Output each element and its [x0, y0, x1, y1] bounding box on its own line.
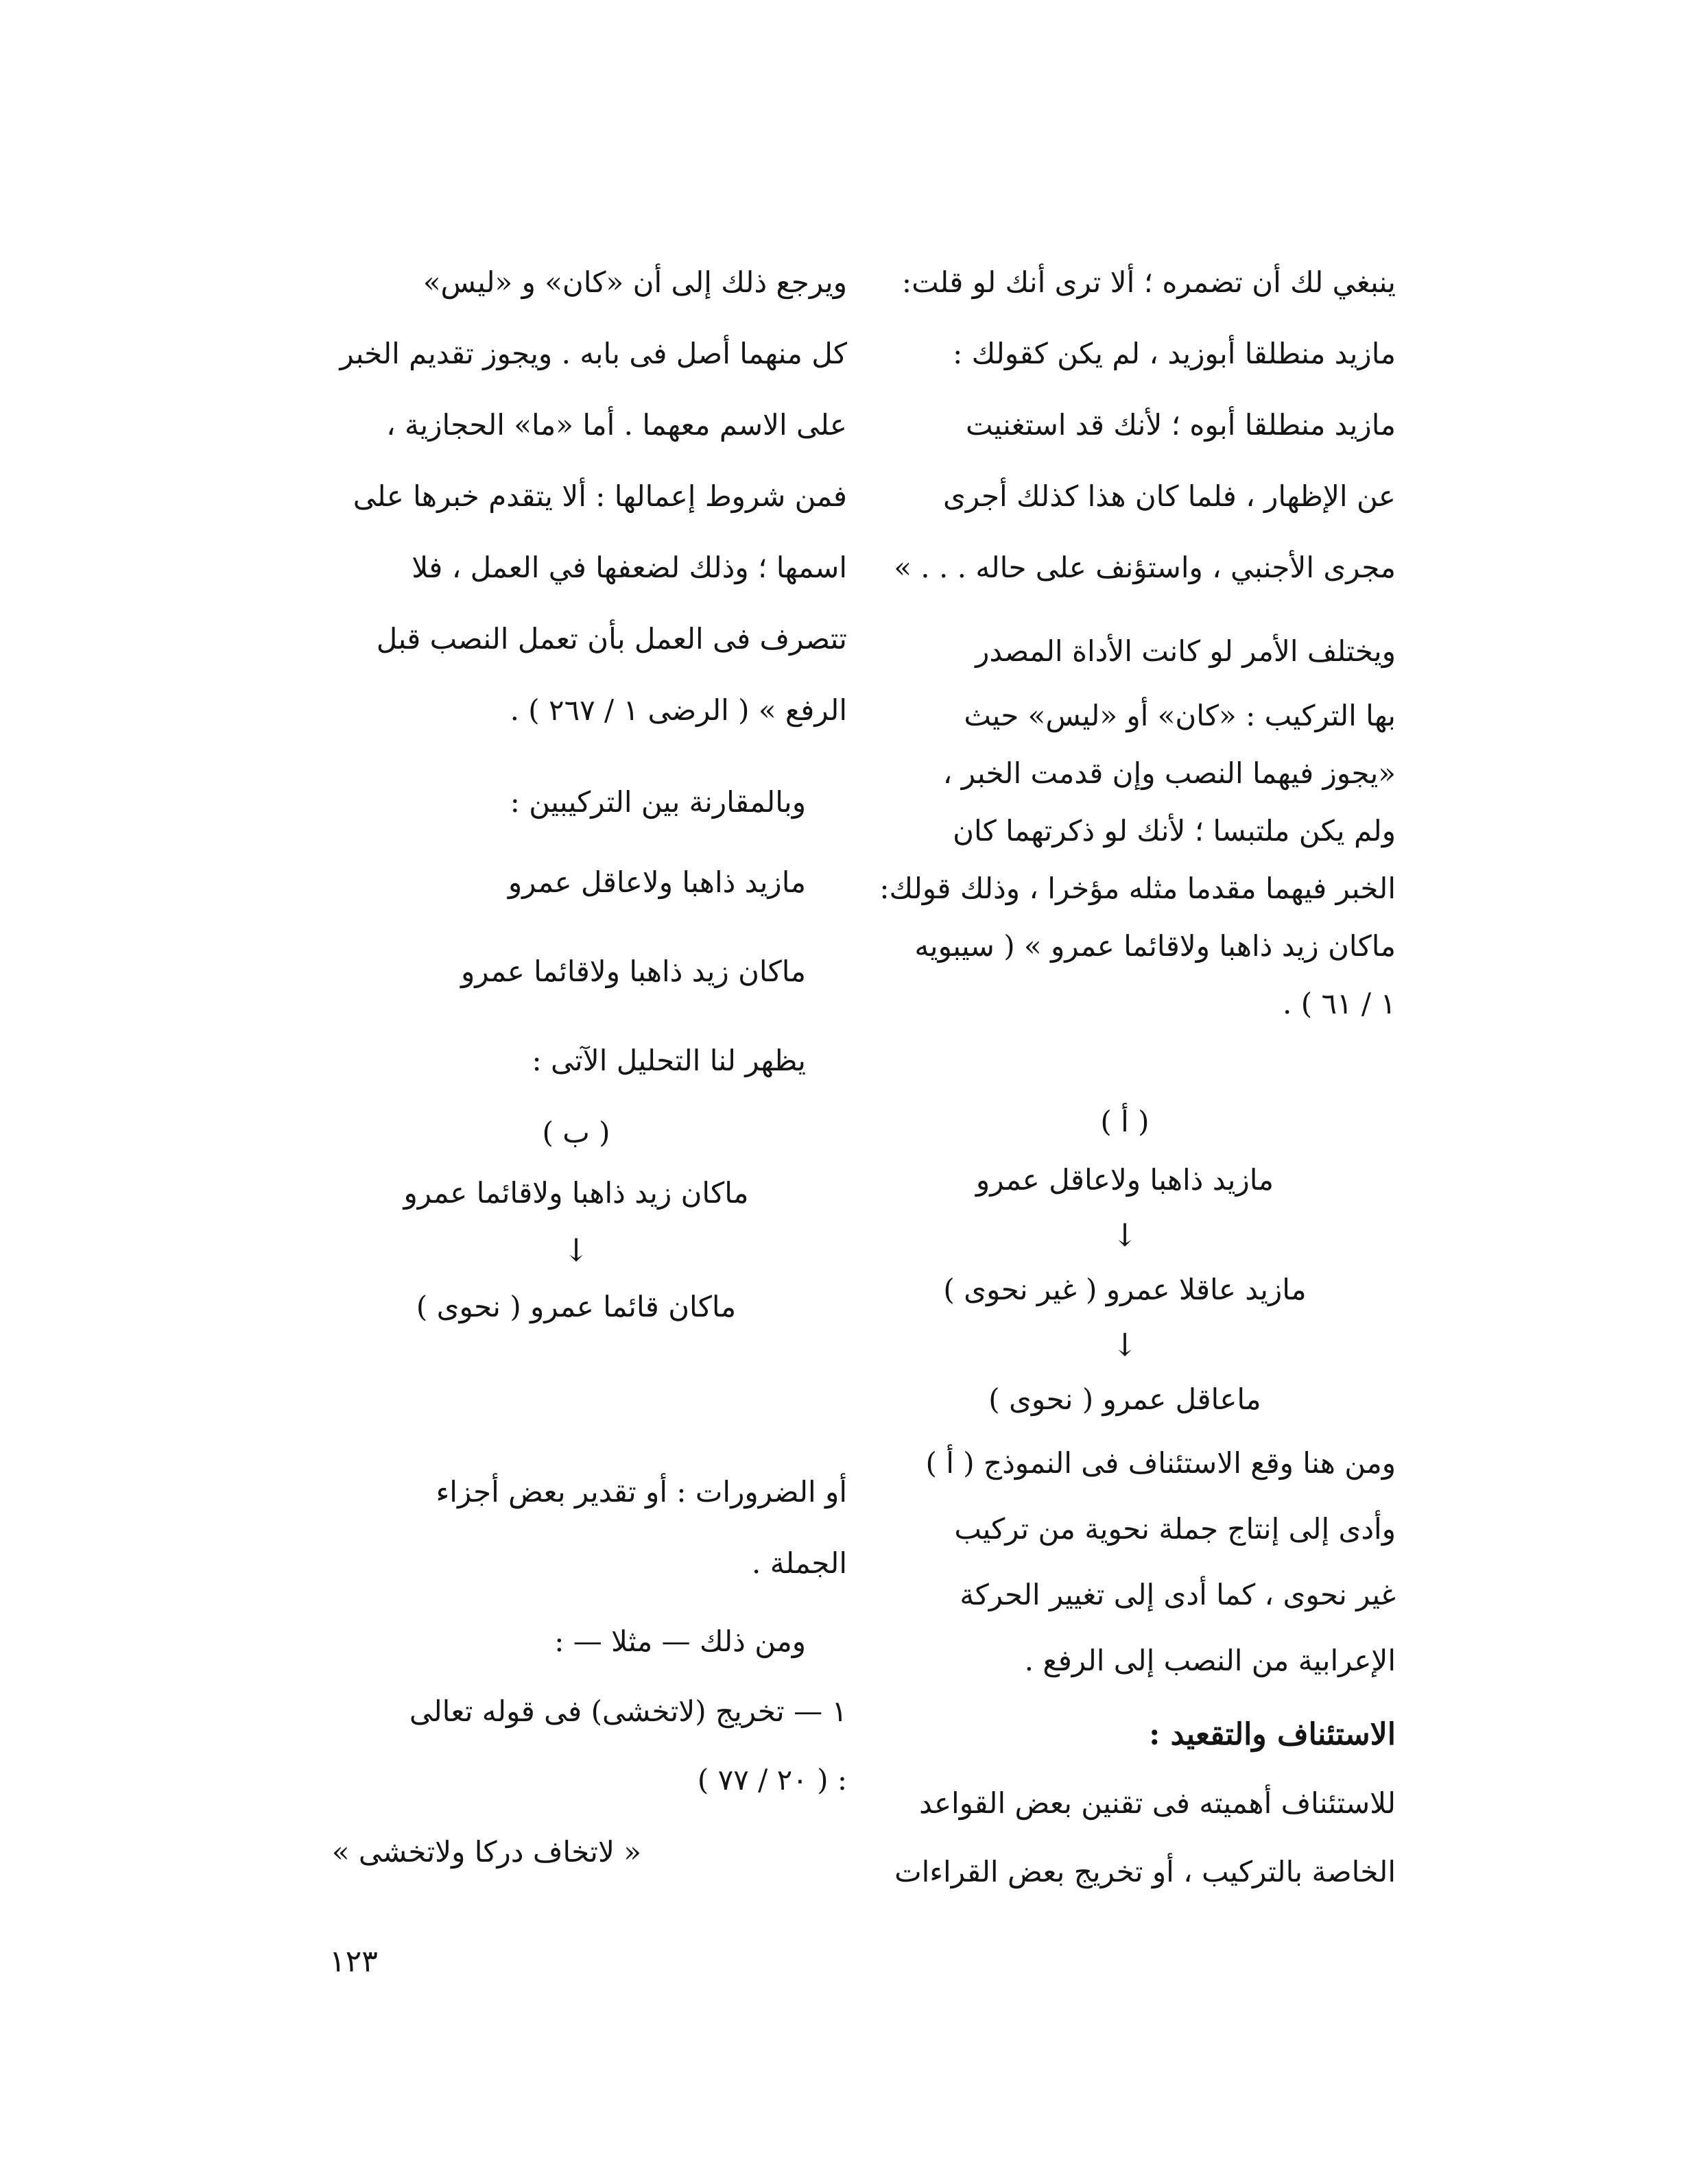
text-line: غير نحوى ، كما أدى إلى تغيير الحركة: [960, 1578, 1396, 1611]
text-line: ويختلف الأمر لو كانت الأداة المصدر: [975, 634, 1396, 668]
diagram-line: مازيد عاقلا عمرو ( غير نحوى ): [943, 1273, 1307, 1306]
analysis-intro: يظهر لنا التحليل الآتى :: [532, 1044, 806, 1077]
diagram-line: ماكان زيد ذاهبا ولاقائما عمرو: [403, 1176, 749, 1210]
text-line: الخاصة بالتركيب ، أو تخريج بعض القراءات: [894, 1855, 1396, 1888]
text-line: الإعرابية من النصب إلى الرفع .: [1024, 1644, 1396, 1677]
comparison-intro: وبالمقارنة بين التركيبين :: [510, 785, 806, 819]
text-line: : ( ٢٠ / ٧٧ ): [697, 1763, 847, 1797]
paragraph-2: [305, 1456, 847, 1599]
down-arrow-icon: ↓: [1111, 1216, 1139, 1253]
paragraph-1: [854, 247, 1396, 603]
list-item: [305, 1677, 847, 1814]
text-line: الخبر فيهما مقدما مثله مؤخرا ، وذلك قولك:: [879, 872, 1396, 905]
examples-intro: ومن ذلك — مثلا — :: [554, 1624, 806, 1658]
text-line: على الاسم معهما . أما «ما» الحجازية ،: [386, 408, 847, 442]
text-line: للاستئناف أهميته فى تقنين بعض القواعد: [918, 1786, 1396, 1820]
example-line: ماكان زيد ذاهبا ولاقائما عمرو: [460, 955, 806, 988]
text-line: أو الضرورات : أو تقدير بعض أجزاء: [436, 1475, 847, 1509]
text-line: فمن شروط إعمالها : ألا يتقدم خبرها على: [353, 479, 847, 513]
paragraph-3: [854, 1430, 1396, 1694]
right-column: [854, 247, 1396, 1906]
text-line: ومن هنا وقع الاستئناف فى النموذج ( أ ): [925, 1446, 1396, 1480]
text-line: الرفع » ( الرضى ١ / ٢٦٧ ) .: [510, 693, 847, 727]
text-line: وأدى إلى إنتاج جملة نحوية من تركيب: [954, 1512, 1396, 1546]
diagram-label: ( أ ): [1100, 1105, 1150, 1138]
left-column: [305, 247, 847, 1890]
paragraph-2: [854, 616, 1396, 1033]
text-line: ولم يكن ملتبسا ؛ لأنك لو ذكرتهما كان: [953, 814, 1396, 848]
text-line: بها التركيب : «كان» أو «ليس» حيث: [964, 699, 1396, 732]
text-line: تتصرف فى العمل بأن تعمل النصب قبل: [376, 622, 847, 656]
text-line: مازيد منطلقا أبوه ؛ لأنك قد استغنيت: [966, 408, 1396, 442]
section-heading: الاستئناف والتقعيد :: [1149, 1717, 1396, 1752]
text-line: ١ / ٦١ ) .: [1283, 987, 1396, 1020]
down-arrow-icon: ↓: [562, 1232, 590, 1269]
quote-line: « لاتخاف دركا ولاتخشى »: [331, 1835, 641, 1869]
text-line: كل منهما أصل فى بابه . ويجوز تقديم الخبر: [340, 337, 847, 370]
text-line: مجرى الأجنبي ، واستؤنف على حاله . . . »: [894, 551, 1396, 584]
diagram-line: ماكان قائما عمرو ( نحوى ): [416, 1290, 737, 1323]
paragraph-4: [854, 1769, 1396, 1906]
text-line: اسمها ؛ وذلك لضعفها في العمل ، فلا: [412, 551, 847, 584]
text-line: «يجوز فيهما النصب وإن قدمت الخبر ،: [942, 756, 1396, 790]
text-line: ماكان زيد ذاهبا ولاقائما عمرو » ( سيبويه: [914, 929, 1396, 963]
diagram-a: [854, 1094, 1396, 1430]
text-line: ينبغي لك أن تضمره ؛ ألا ترى أنك لو قلت:: [901, 265, 1396, 299]
down-arrow-icon: ↓: [1111, 1326, 1139, 1363]
diagram-label: ( ب ): [542, 1116, 610, 1149]
page-number: ١٢٣: [329, 1944, 378, 1979]
text-line: عن الإظهار ، فلما كان هذا كذلك أجرى: [942, 479, 1396, 513]
diagram-line: مازيد ذاهبا ولاعاقل عمرو: [975, 1163, 1274, 1197]
paragraph-1: [305, 247, 847, 746]
text-line: مازيد منطلقا أبوزيد ، لم يكن كقولك :: [953, 337, 1396, 370]
diagram-line: ماعاقل عمرو ( نحوى ): [988, 1382, 1261, 1416]
diagram-b: [305, 1105, 847, 1340]
example-line: مازيد ذاهبا ولاعاقل عمرو: [508, 865, 806, 899]
text-line: الجملة .: [752, 1546, 847, 1580]
text-line: ويرجع ذلك إلى أن «كان» و «ليس»: [423, 265, 847, 299]
text-line: ١ — تخريج (لاتخشى) فى قوله تعالى: [409, 1694, 847, 1728]
